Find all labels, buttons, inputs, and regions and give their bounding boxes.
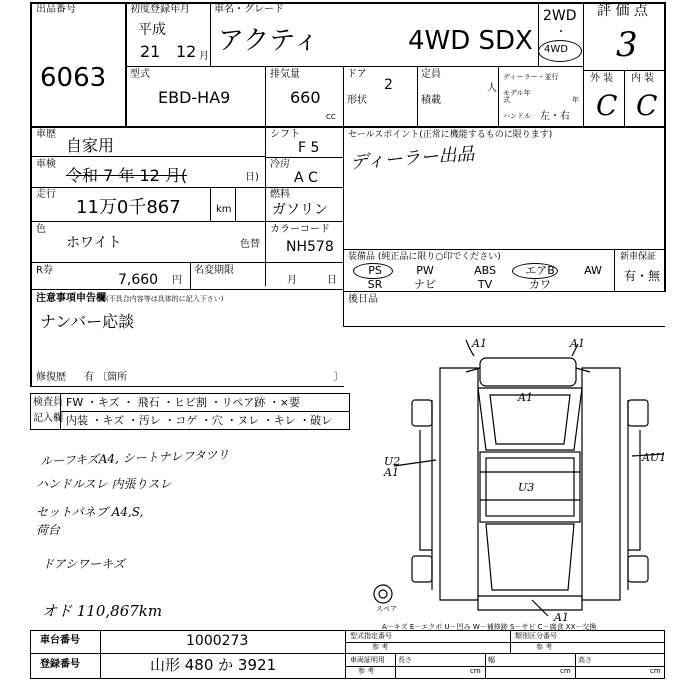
doors: 2 (384, 77, 393, 93)
divider (417, 66, 418, 126)
displacement-unit: CC (326, 113, 336, 121)
handwritten-note-3: セットパネブ A4,S, (36, 505, 144, 519)
divider (343, 126, 344, 326)
mileage-label: 走行 (36, 189, 56, 200)
mark-bottom: A1 (554, 611, 569, 624)
width-label: 幅 (488, 656, 495, 664)
cert-label: 車両証明用 (350, 656, 385, 664)
first-reg-label: 初度登録年月 (130, 4, 190, 15)
divider (235, 188, 236, 221)
new-car-warranty-label: 新車保証 (620, 252, 657, 262)
model: EBD-HA9 (158, 88, 231, 107)
divider (343, 249, 665, 250)
fuel-label: 燃料 (270, 189, 290, 200)
car-name-label: 車名・グレード (214, 4, 284, 15)
divider (510, 630, 511, 653)
divider (30, 156, 265, 157)
load-label: 積載 (421, 95, 441, 106)
notes-content: ナンバー応談 (40, 312, 135, 331)
model-label: 型式 (130, 69, 150, 80)
year-unit: 年 (572, 96, 579, 104)
equipment-item: TV (477, 278, 493, 291)
later-input-label: 後日品 (348, 294, 378, 305)
mileage: 11万0千867 (76, 197, 181, 218)
model-year-label: モデル年式 (503, 89, 531, 104)
height-cm: cm (650, 667, 661, 675)
lot-label: 出品番号 (36, 4, 76, 15)
exterior-grade: C (596, 89, 618, 122)
divider (30, 386, 344, 387)
color-code: NH578 (286, 239, 334, 255)
inspection-label: 車検 (36, 159, 56, 170)
interior-grade: C (636, 89, 658, 122)
divider (30, 221, 343, 222)
mark-right: AU1 (642, 451, 667, 464)
inspector-row-2: 内装 ・キズ ・汚レ ・コゲ ・穴 ・ヌレ ・キレ ・破レ (66, 414, 333, 427)
fuel: ガソリン (272, 202, 328, 218)
spare-label: スペア (376, 605, 397, 613)
divider (265, 157, 343, 158)
type-designation-label: 型式指定番号 (350, 632, 392, 640)
divider (30, 289, 343, 290)
reference-2: 参 考 (536, 643, 553, 651)
equipment-item: ナビ (414, 278, 436, 291)
color-label: 色 (36, 224, 46, 235)
handwritten-note-1: ルーフキズA4, シートナレフタツリ (39, 447, 230, 469)
capacity-unit: 人 (487, 83, 497, 94)
divider (664, 630, 665, 678)
selling-points-label: セールスポイント(正常に機能するものに限ります) (348, 130, 553, 140)
length-label: 長さ (398, 656, 412, 664)
equipment-item: AW (584, 264, 602, 277)
handwritten-note-5: ドアシワーキズ (42, 557, 125, 571)
class-label: 類別区分番号 (515, 632, 557, 640)
divider (349, 393, 350, 430)
score-label: 評 価 点 (597, 3, 648, 19)
width-cm: cm (560, 667, 571, 675)
divider (30, 262, 343, 263)
divider (265, 66, 266, 126)
mark-top-left: A1 (472, 337, 487, 350)
divider (345, 642, 665, 643)
divider (30, 678, 665, 679)
divider (395, 654, 396, 678)
capacity-label: 定員 (421, 69, 441, 80)
mark-top-right: A1 (570, 337, 585, 350)
divider (125, 2, 127, 127)
day-label: 日 (327, 275, 337, 286)
divider (343, 291, 665, 292)
divider (498, 66, 499, 126)
divider (60, 411, 350, 412)
divider (190, 262, 191, 289)
registration-label: 登録番号 (40, 659, 80, 670)
ac: A C (294, 170, 318, 186)
notes-sublabel: (不具合内容等は具体的に記入下さい) (106, 295, 224, 303)
score: 3 (616, 25, 638, 65)
equipment-item: PW (416, 264, 434, 277)
inspector-label-1: 検査員 (33, 397, 63, 408)
mark-center: U3 (518, 481, 535, 494)
displacement-label: 排気量 (270, 69, 300, 80)
shape-label: 形状 (347, 95, 367, 106)
height-label: 高さ (578, 656, 592, 664)
drive-4wd: 4WD (544, 44, 568, 55)
length-cm: cm (470, 667, 481, 675)
divider (30, 393, 31, 430)
reference-3: 参 考 (358, 667, 375, 675)
repair-bracket: 〕 (334, 372, 344, 383)
lot-number: 6063 (40, 63, 107, 93)
month-label: 月 (287, 275, 297, 286)
color: ホワイト (66, 235, 122, 251)
shift-label: シフト (270, 129, 300, 140)
chassis-label: 車台番号 (40, 635, 80, 646)
mark-left: U2 A1 (384, 455, 401, 479)
repair-history-label: 修復歴 (36, 372, 66, 383)
divider (210, 188, 211, 221)
ac-label: 冷房 (270, 159, 290, 170)
divider (345, 630, 346, 678)
registration: 山形 480 か 3921 (150, 656, 277, 674)
recycle-fee: 7,660 (118, 272, 159, 288)
divider (624, 70, 625, 127)
divider (343, 66, 344, 126)
equipment-item: エアB (525, 264, 555, 277)
color-code-label: カラーコード (270, 224, 330, 235)
mark-upper: A1 (518, 391, 533, 404)
inspection: 令和 7 年 12 月( (66, 166, 188, 185)
divider (538, 2, 539, 67)
usage-label: 車歴 (36, 129, 56, 140)
divider (30, 653, 665, 654)
car-name: アクティ (218, 26, 320, 56)
reg-month: 12 (176, 42, 197, 61)
handle-label: ハンドル (503, 112, 531, 120)
selling-points-handwritten: ディーラー出品 (349, 143, 476, 174)
equipment-item: SR (367, 278, 383, 291)
usage: 自家用 (66, 136, 115, 155)
grade: 4WD SDX (408, 26, 533, 56)
notes-label: 注意事項申告欄 (36, 293, 106, 304)
divider (30, 429, 350, 430)
handwritten-note-4: 荷台 (36, 523, 61, 537)
border-left (30, 2, 32, 387)
divider (485, 654, 486, 678)
dealer-label: ディーラー・並行 (503, 73, 559, 81)
damage-legend: A－キズ E－エクボ U－凹み W－補修跡 S－サビ C－腐食 XX－交換 (382, 623, 597, 631)
name-change-label: 名変期限 (194, 265, 234, 276)
divider (343, 326, 665, 327)
drive-2wd: 2WD (543, 8, 577, 24)
divider (583, 2, 584, 127)
exterior-label: 外 装 (590, 73, 614, 84)
era: 平成 (138, 22, 166, 38)
displacement: 660 (290, 88, 321, 107)
inspector-row-1: FW ・キズ ・ 飛石 ・ヒビ割 ・リペア跡 ・×要 (66, 396, 300, 409)
divider (30, 393, 350, 394)
inspection-day: 日) (245, 172, 259, 183)
divider (100, 630, 101, 678)
handwritten-note-6: オド 110,867km (42, 602, 163, 620)
chassis-number: 1000273 (186, 633, 249, 649)
equipment-item: カワ (529, 278, 551, 291)
drive-dot: ・ (556, 27, 566, 38)
recycle-unit: 円 (172, 275, 182, 286)
color-change-label: 色替 (240, 239, 260, 250)
door-label: ドア (347, 69, 367, 80)
interior-label: 内 装 (631, 73, 655, 84)
divider (30, 630, 31, 678)
equipment-label: 装備品 (純正品に限り○印でください) (348, 252, 501, 262)
reference-1: 参 考 (372, 643, 389, 651)
divider (30, 126, 665, 128)
mileage-unit: km (216, 204, 232, 215)
divider (345, 666, 665, 667)
divider (125, 66, 583, 67)
inspector-label-2: 記入欄 (33, 413, 63, 424)
handwritten-note-2: ハンドルスレ 内張りスレ (36, 477, 172, 491)
month-unit: 月 (199, 51, 209, 62)
reg-year: 21 (140, 42, 161, 61)
recycle-label: R券 (36, 265, 53, 276)
equipment-item: PS (368, 264, 382, 277)
divider (575, 654, 576, 678)
divider (30, 187, 343, 188)
repair-history: 有 〔箇所 (84, 372, 128, 383)
handle-value: 左・右 (540, 111, 570, 122)
equipment-item: ABS (474, 264, 496, 277)
new-car-warranty: 有・無 (624, 269, 661, 283)
shift: F 5 (298, 140, 320, 156)
divider (210, 2, 211, 67)
